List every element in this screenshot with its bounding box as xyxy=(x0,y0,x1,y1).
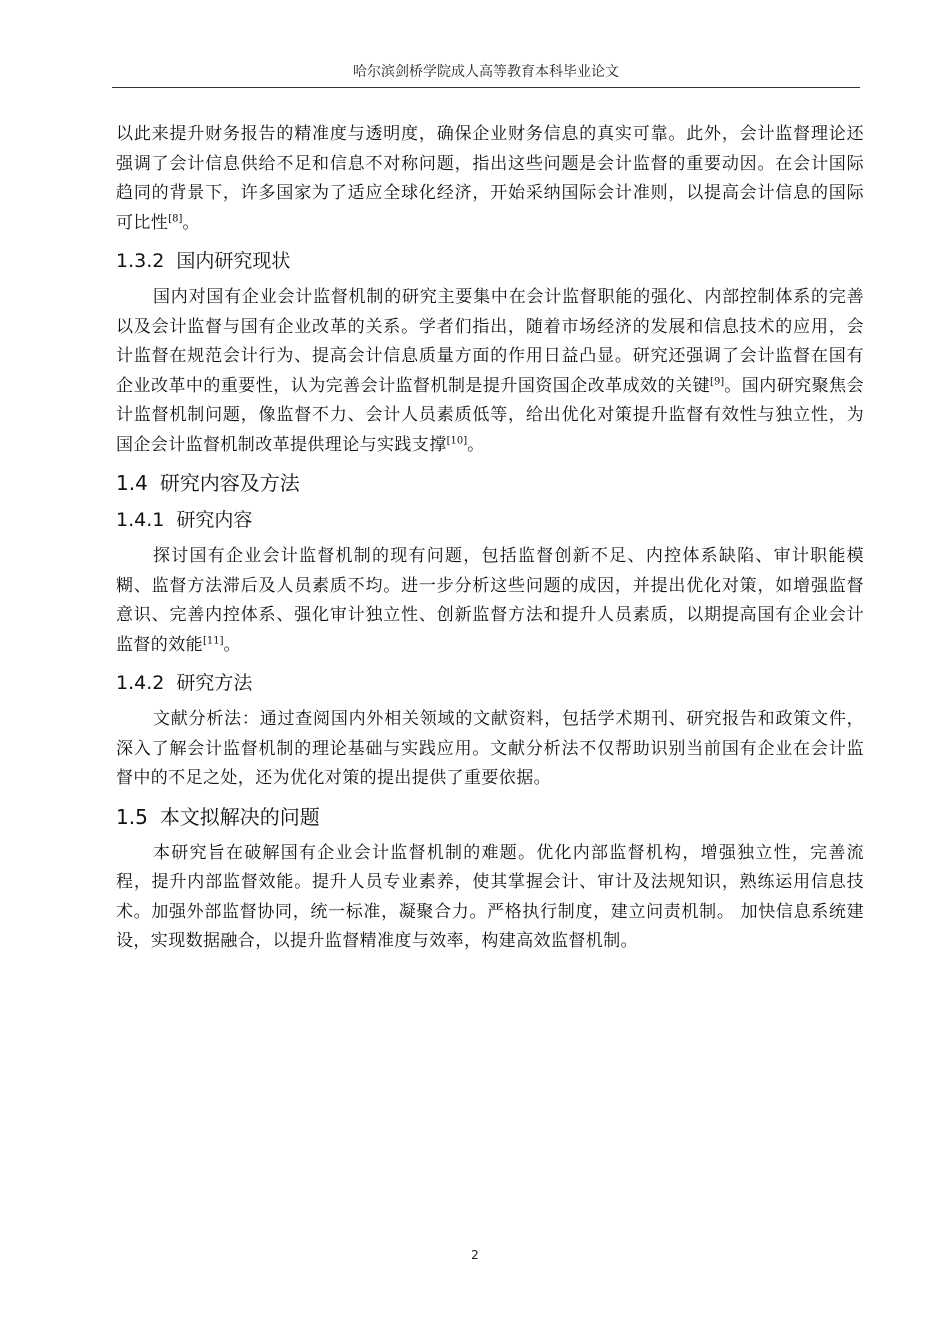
heading-1-5 xyxy=(116,803,864,831)
paragraph-text: 以此来提升财务报告的精准度与透明度，确保企业财务信息的真实可靠。此外，会计监督理论还强调了会计信息供给不足和信息不对称问题，指出这些问题是会计监督的重要动因。在会计国际趋同的背景下，许多国家为了适应全球化经济，开始采纳国际会计准则，以提高会计信息的国际可比性 xyxy=(116,124,864,233)
header-divider xyxy=(112,87,860,88)
citation-ref: [11] xyxy=(203,634,224,646)
heading-title: 国内研究现状 xyxy=(176,250,291,272)
paragraph-research-content xyxy=(116,542,864,660)
paragraph-problems-to-solve: 本研究旨在破解国有企业会计监督机制的难题。优化内部监督机构，增强独立性，完善流程，提升内部监督效能。提升人员专业素养，使其掌握会计、审计及法规知识，熟练运用信息技术。加强外部监督协同，统一标准，凝聚合力。严格执行制度，建立问责机制。 加快信息系统建设，实现数据融合，以提升监督精准度与效率，构建高效监督机制。 xyxy=(116,842,864,951)
citation-ref: [9] xyxy=(710,375,725,387)
heading-1-4-2 xyxy=(116,669,864,697)
heading-number: 1.4.1 xyxy=(116,509,165,531)
paragraph-text: 探讨国有企业会计监督机制的现有问题，包括监督创新不足、内控体系缺陷、审计职能模糊、监督方法滞后及人员素质不均。进一步分析这些问题的成因，并提出优化对策，如增强监督意识、完善内控体系、强化审计独立性、创新监督方法和提升人员素质，以期提高国有企业会计监督的效能 xyxy=(116,546,864,655)
paragraph-tail: 。 xyxy=(223,634,241,655)
page-number: 2 xyxy=(471,1248,479,1262)
heading-title: 研究内容及方法 xyxy=(159,471,300,495)
paragraph-text: 国内对国有企业会计监督机制的研究主要集中在会计监督职能的强化、内部控制体系的完善以及会计监督与国有企业改革的关系。学者们指出，随着市场经济的发展和信息技术的应用，会计监督在规范会计行为、提高会计信息质量方面的作用日益凸显。研究还强调了会计监督在国有企业改革中的重要性，认为完善会计监督机制是提升国资国企改革成效的关键 xyxy=(116,287,864,396)
citation-ref: [8] xyxy=(168,212,183,224)
heading-title: 本文拟解决的问题 xyxy=(159,804,320,829)
heading-1-4-1 xyxy=(116,506,864,534)
paragraph-domestic-research xyxy=(116,283,864,460)
heading-title: 研究方法 xyxy=(176,672,253,694)
heading-1-4 xyxy=(116,469,864,497)
paragraph-text: 。国内研究聚焦会计监督机制问题，像监督不力、会计人员素质低等，给出优化对策提升监督有效性与独立性，为国企会计监督机制改革提供理论与实践支撑 xyxy=(116,375,864,455)
heading-number: 1.3.2 xyxy=(116,250,165,272)
heading-1-3-2 xyxy=(116,247,864,275)
running-header: 哈尔滨剑桥学院成人高等教育本科毕业论文 xyxy=(353,64,619,80)
paragraph-research-method: 文献分析法：通过查阅国内外相关领域的文献资料，包括学术期刊、研究报告和政策文件，深入了解会计监督机制的理论基础与实践应用。文献分析法不仅帮助识别当前国有企业在会计监督中的不足之处，还为优化对策的提出提供了重要依据。 xyxy=(116,709,864,788)
citation-ref: [10] xyxy=(446,434,468,446)
heading-number: 1.4 xyxy=(116,471,148,495)
heading-number: 1.5 xyxy=(116,804,148,829)
heading-title: 研究内容 xyxy=(176,509,253,531)
paragraph-tail: 。 xyxy=(182,212,200,233)
page-body xyxy=(116,120,864,957)
paragraph-tail: 。 xyxy=(467,434,485,455)
paragraph-continuation xyxy=(116,120,864,238)
heading-number: 1.4.2 xyxy=(116,672,165,694)
